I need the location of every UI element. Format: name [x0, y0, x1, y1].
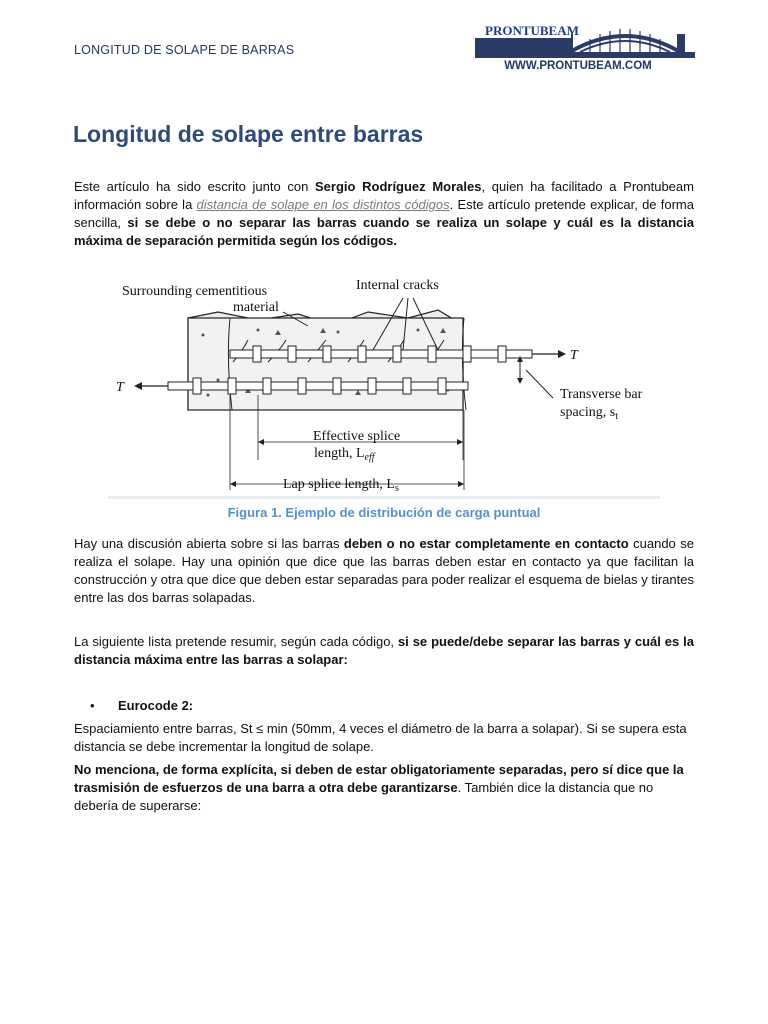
bullet-icon: •	[90, 698, 95, 713]
svg-text:T: T	[116, 380, 124, 395]
list-intro-paragraph: La siguiente lista pretende resumir, según cada código, si se puede/debe separar las barras y cuál es la distancia máxima entre las barras a solapar:	[74, 634, 694, 667]
logo-text: PRONTUBEAM	[485, 23, 579, 38]
svg-text:Surrounding cementitious: Surrounding cementitious	[122, 284, 268, 299]
article-title: Longitud de solape entre barras	[73, 121, 424, 147]
figure-caption: Figura 1. Ejemplo de distribución de carga puntual	[227, 505, 541, 520]
splice-codes-link[interactable]: distancia de solape en los distintos códigos	[196, 197, 450, 212]
intro-paragraph: Este artículo ha sido escrito junto con Sergio Rodríguez Morales, quien ha facilitado a Prontubeam información sobre la distancia de solape en los distintos códigos. Este artículo pretende explicar, de forma sencilla, si se debe o no separar las barras cuando se realiza un solape y cuál es la distancia máxima de separación permitida según los códigos.	[74, 179, 694, 248]
spacing-paragraph: Espaciamiento entre barras, St ≤ min (50mm, 4 veces el diámetro de la barra a solapar). Si se supera esta distancia se debe incrementar la longitud de solape.	[74, 721, 687, 754]
svg-text:Effective splice: Effective splice	[313, 429, 401, 444]
site-url-link[interactable]: WWW.PRONTUBEAM.COM	[504, 60, 652, 72]
discussion-paragraph: Hay una discusión abierta sobre si las barras deben o no estar completamente en contacto cuando se realiza el solape. Hay una opinión que dice que las barras deben estar en contacto ya que facilitan la construcción y otra que dice que deben estar separadas para poder realizar el esquema de bielas y tirantes entre las dos barras solapadas.	[74, 536, 694, 605]
eurocode-note-paragraph: No menciona, de forma explícita, si deben de estar obligatoriamente separadas, pero sí dice que la trasmisión de esfuerzos de una barra a otra debe garantizarse. También dice la distancia que no debería de superarse:	[74, 762, 684, 813]
lap-splice-figure	[108, 270, 660, 500]
header-title: LONGITUD DE SOLAPE DE BARRAS	[74, 43, 295, 57]
svg-text:Transverse bar: Transverse bar	[560, 387, 643, 402]
prontubeam-logo[interactable]	[475, 22, 695, 62]
svg-text:Lap splice length, Ls: Lap splice length, $L_s$	[283, 477, 399, 494]
svg-text:spacing, st: spacing, $s_t$	[560, 405, 618, 422]
svg-text:length, Leff: length, $L_{eff}$	[314, 446, 375, 463]
svg-text:Internal cracks: Internal cracks	[356, 278, 439, 293]
author-name: Sergio Rodríguez Morales	[315, 179, 482, 194]
eurocode-list-item: • Eurocode 2:	[90, 698, 194, 713]
svg-text:material: material	[233, 300, 279, 315]
svg-text:T: T	[570, 348, 578, 363]
